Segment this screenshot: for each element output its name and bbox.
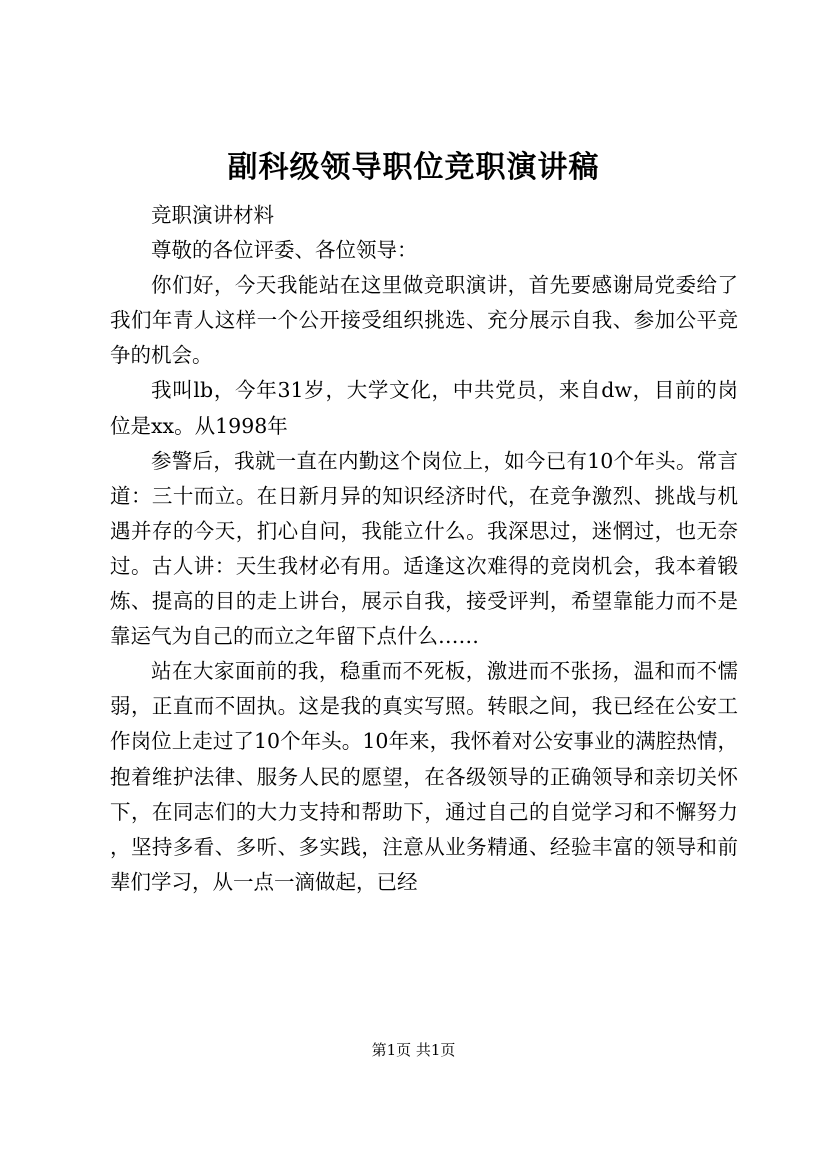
document-body	[110, 198, 738, 900]
paragraph-career: 参警后，我就一直在内勤这个岗位上，如今已有10个年头。常言道：三十而立。在日新月异的知识经济时代，在竞争激烈、挑战与机遇并存的今天，扪心自问，我能立什么。我深思过，迷惘过，也无奈过。古人讲：天生我材必有用。适逢这次难得的竞岗机会，我本着锻炼、提高的目的走上讲台，展示自我，接受评判，希望靠能力而不是靠运气为自己的而立之年留下点什么……	[110, 448, 738, 649]
paragraph-introduction: 我叫lb，今年31岁，大学文化，中共党员，来自dw，目前的岗位是xx。从1998年	[110, 378, 738, 438]
paragraph-heading: 竞职演讲材料	[151, 203, 274, 227]
paragraph-greeting: 你们好，今天我能站在这里做竞职演讲，首先要感谢局党委给了我们年青人这样一个公开接受组织挑选、充分展示自我、参加公平竞争的机会。	[110, 273, 738, 368]
paragraph-salutation: 尊敬的各位评委、各位领导：	[151, 238, 418, 263]
document-title: 副科级领导职位竞职演讲稿	[227, 150, 600, 185]
page-number-footer: 第1页 共1页	[371, 1041, 456, 1059]
paragraph-self-description: 站在大家面前的我，稳重而不死板，激进而不张扬，温和而不懦弱，正直而不固执。这是我的真实写照。转眼之间，我已经在公安工作岗位上走过了10个年头。10年来，我怀着对公安事业的满腔热情，抱着维护法律、服务人民的愿望，在各级领导的正确领导和亲切关怀下，在同志们的大力支持和帮助下，通过自己的自觉学习和不懈努力，坚持多看、多听、多实践，注意从业务精通、经验丰富的领导和前辈们学习，从一点一滴做起，已经	[110, 659, 738, 894]
